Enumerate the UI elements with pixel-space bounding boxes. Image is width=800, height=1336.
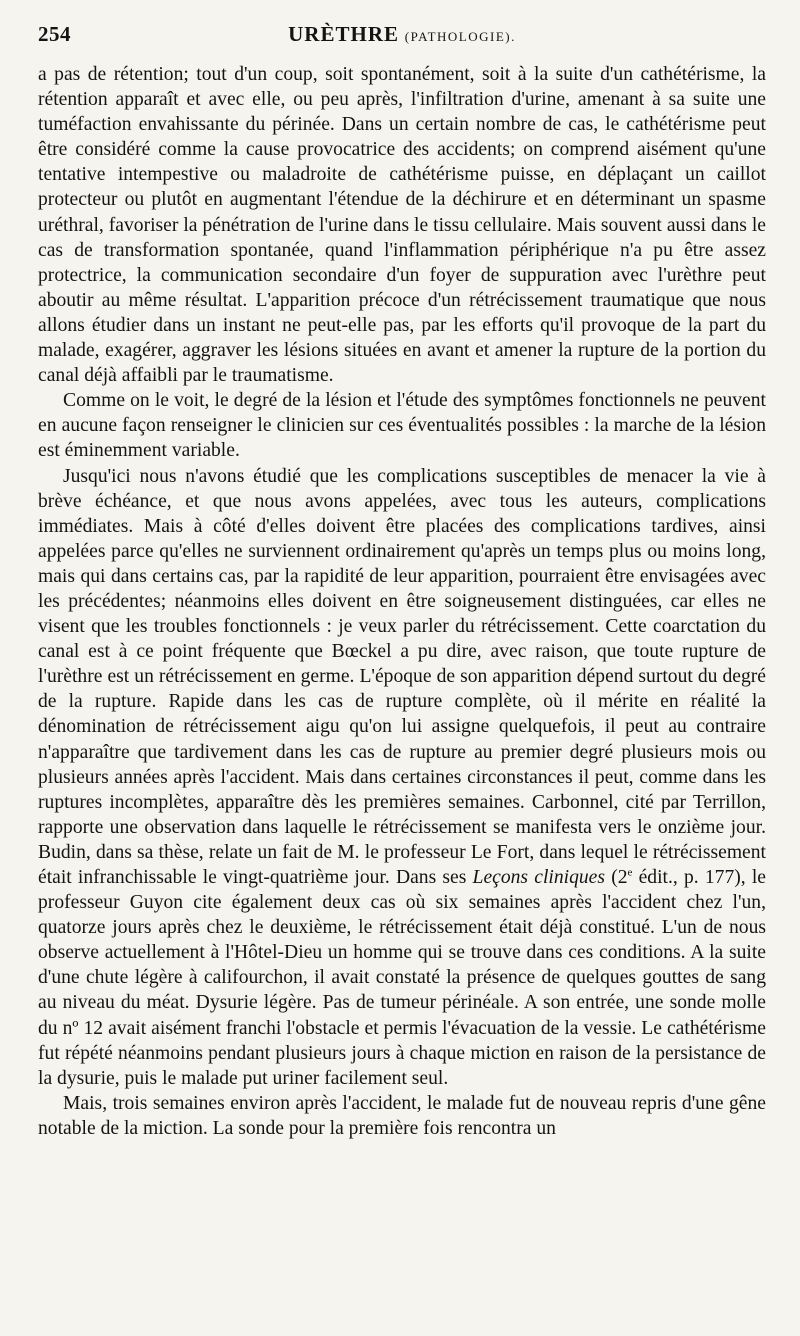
- paragraph-1-text: a pas de rétention; tout d'un coup, soit spontanément, soit à la suite d'un cathétérisme, la rétention apparaît et avec elle, ou peu après, l'infiltration d'urine, amenant à sa suite une tuméfaction envahissante du périnée. Dans un certain nombre de cas, le cathétérisme peut être considéré comme la cause provocatrice des accidents; on comprend aisément qu'une tentative intempestive ou maladroite de cathétérisme puisse, en déplaçant un caillot protecteur ou plutôt en augmentant l'étendue de la déchirure et en déterminant un spasme uréthral, favoriser la pénétration de l'urine dans le tissu cellulaire. Mais souvent aussi dans le cas de transformation spontanée, quand l'inflammation périphérique n'a pu être assez protectrice, la communication secondaire d'un foyer de suppuration avec l'urèthre peut aboutir au même résultat. L'apparition précoce d'un rétrécissement traumatique que nous allons étudier dans un instant ne peut-elle pas, par les efforts qu'il provoque de la part du malade, exagérer, aggraver les lésions situées en avant et amener la rupture de la portion du canal déjà affaibli par le traumatisme.: [38, 64, 766, 387]
- paragraph-2: [38, 388, 766, 463]
- paragraph-3: [38, 464, 766, 1091]
- running-title: URÈTHRE: [288, 22, 399, 46]
- paragraph-3-text-start: Jusqu'ici nous n'avons étudié que les complications susceptibles de menacer la vie à brève échéance, et que nous avons appelées, avec tous les auteurs, complications immédiates. Mais à côté d'elles doivent être placées des complications tardives, ainsi appelées parce qu'elles ne surviennent ordinairement qu'après un temps plus ou moins long, mais qui dans certains cas, par la rapidité de leur apparition, pourraient être envisagées avec les précédentes; néanmoins elles doivent en être soigneusement distinguées, car elles ne visent que les troubles fonctionnels : je veux parler du rétrécissement. Cette coarctation du canal est à ce point fréquente que Bœckel a pu dire, avec raison, que toute rupture de l'urèthre est un rétrécissement en germe. L'époque de son apparition dépend surtout du degré de la rupture. Rapide dans les cas de rupture complète, où il mérite en réalité la dénomination de rétrécissement aigu qu'on lui assigne quelquefois, il peut au contraire n'apparaître que tardivement dans les cas de rupture au premier degré plusieurs mois ou plusieurs années après l'accident. Mais dans certaines circonstances il peut, comme dans les ruptures incomplètes, apparaître dès les premières semaines. Carbonnel, cité par Terrillon, rapporte une observation dans laquelle le rétrécissement se manifesta vers le onzième jour. Budin, dans sa thèse, relate un fait de M. le professeur Le Fort, dans lequel le rétrécissement était infranchissable le vingt-quatrième jour. Dans ses: [38, 465, 766, 888]
- edition-superscript: e: [627, 866, 633, 879]
- page-header: [38, 22, 766, 62]
- paragraph-3-text-middle: (2: [605, 867, 628, 888]
- running-head: [98, 22, 766, 47]
- book-title-italic: Leçons cliniques: [472, 867, 605, 888]
- paragraph-2-text: Comme on le voit, le degré de la lésion et l'étude des symptômes fonctionnels ne peuvent en aucune façon renseigner le clinicien sur ces éventualités possibles : la marche de la lésion est éminemment variable.: [38, 390, 766, 462]
- body-text: [38, 62, 766, 1141]
- page-number: 254: [38, 22, 71, 46]
- paragraph-1: [38, 62, 766, 388]
- running-subtitle: (PATHOLOGIE).: [404, 29, 516, 44]
- paragraph-3-text-end: édit., p. 177), le professeur Guyon cite également deux cas où six semaines après l'accident chez l'un, quatorze jours après chez le deuxième, le rétrécissement était déjà constitué. L'un de nous observe actuellement à l'Hôtel-Dieu un homme qui se trouve dans ces conditions. A la suite d'une chute légère à califourchon, il avait constaté la présence de quelques gouttes de sang au niveau du méat. Dysurie légère. Pas de tumeur périnéale. A son entrée, une sonde molle du nº 12 avait aisément franchi l'obstacle et permis l'évacuation de la vessie. Le cathétérisme fut répété néanmoins pendant plusieurs jours à chaque miction en raison de la persistance de la dysurie, puis le malade put uriner facilement seul.: [38, 867, 766, 1089]
- paragraph-4: [38, 1091, 766, 1141]
- paragraph-4-text: Mais, trois semaines environ après l'accident, le malade fut de nouveau repris d'une gêne notable de la miction. La sonde pour la première fois rencontra un: [38, 1092, 766, 1139]
